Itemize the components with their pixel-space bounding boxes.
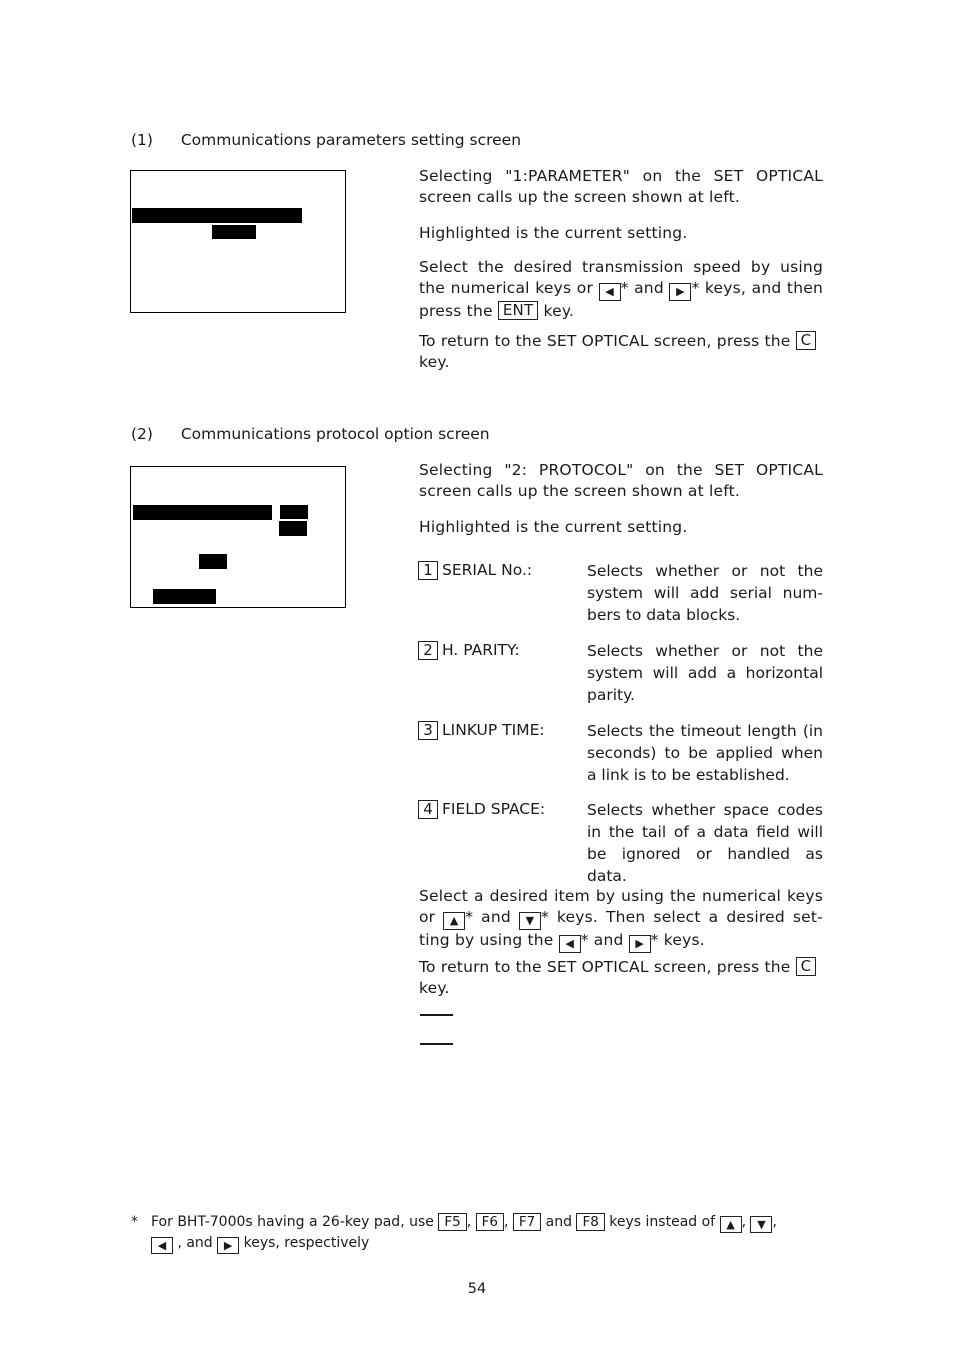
footnote-text: For BHT-7000s having a 26-key pad, use F5 , F6 , F7 and F8 keys instead of ▲ , ▼ , ◀ , and ▶ keys, respectively — [151, 1214, 777, 1252]
footnote-marker: * — [131, 1214, 138, 1230]
c-key: C — [796, 957, 817, 976]
arrow-right-icon: ▶ — [629, 935, 651, 953]
section1-para1: Selecting "1:PARAMETER" on the SET OPTICAL screen calls up the screen shown at left. — [419, 167, 823, 206]
f8-key: F8 — [576, 1213, 604, 1231]
item-linkup-desc: Selects the timeout length (in seconds) to be applied when a link is to be established. — [587, 722, 823, 784]
highlight-serial-setting — [280, 505, 308, 519]
ent-key: ENT — [498, 301, 538, 320]
arrow-left-icon: ◀ — [599, 283, 621, 301]
divider-line — [420, 1014, 453, 1016]
section1-para2: Highlighted is the current setting. — [419, 224, 688, 242]
arrow-right-icon: ▶ — [217, 1237, 239, 1254]
section1-number: (1) — [131, 131, 153, 149]
page-number: 54 — [467, 1281, 487, 1297]
f7-key: F7 — [513, 1213, 541, 1231]
section1-para3: Select the desired transmission speed by using the numerical keys or ◀ * and ▶ * keys, and then press the ENT key. — [419, 258, 823, 320]
arrow-down-icon: ▼ — [750, 1216, 772, 1233]
highlight-bar — [132, 208, 302, 223]
arrow-down-icon: ▼ — [519, 912, 541, 930]
item-field-space-label: 4 FIELD SPACE: — [418, 799, 545, 820]
section2-para1: Selecting "2: PROTOCOL" on the SET OPTICAL screen calls up the screen shown at left. — [419, 461, 823, 500]
arrow-up-icon: ▲ — [443, 912, 465, 930]
highlight-bar — [133, 505, 272, 520]
section2-para2: Highlighted is the current setting. — [419, 518, 688, 536]
f6-key: F6 — [476, 1213, 504, 1231]
item-serial-desc: Selects whether or not the system will add serial num-bers to data blocks. — [587, 562, 823, 624]
highlight-parity-setting — [279, 521, 307, 536]
arrow-right-icon: ▶ — [669, 283, 691, 301]
section2-para4: To return to the SET OPTICAL screen, press the C key. — [419, 957, 823, 999]
section2-title: Communications protocol option screen — [180, 425, 490, 443]
arrow-left-icon: ◀ — [559, 935, 581, 953]
section1-title: Communications parameters setting screen — [180, 131, 522, 149]
section1-heading — [131, 131, 521, 149]
item-field-space-desc: Selects whether space codes in the tail of a data field will be ignored or handled as data. — [587, 801, 823, 885]
section2-para3: Select a desired item by using the numerical keys or ▲ * and ▼ * keys. Then select a desired set-ting by using the ◀ * and ▶ * keys. — [419, 886, 823, 953]
item-parity-desc: Selects whether or not the system will add a horizontal parity. — [587, 642, 823, 704]
f5-key: F5 — [438, 1213, 466, 1231]
arrow-left-icon: ◀ — [151, 1237, 173, 1254]
highlight-linkup-setting — [199, 554, 227, 569]
lcd-screen-protocol — [130, 466, 346, 608]
c-key: C — [796, 331, 817, 350]
highlight-current-setting — [212, 225, 256, 239]
highlight-field-space-setting — [153, 589, 216, 604]
section2-heading — [131, 425, 490, 443]
section1-para4: To return to the SET OPTICAL screen, press the C key. — [419, 331, 823, 373]
section2-number: (2) — [131, 425, 153, 443]
item-linkup-label: 3 LINKUP TIME: — [418, 720, 545, 741]
arrow-up-icon: ▲ — [720, 1216, 742, 1233]
lcd-screen-parameters — [130, 170, 346, 313]
item-serial-label: 1 SERIAL No.: — [418, 560, 532, 581]
item-parity-label: 2 H. PARITY: — [418, 640, 520, 661]
divider-line — [420, 1043, 453, 1045]
